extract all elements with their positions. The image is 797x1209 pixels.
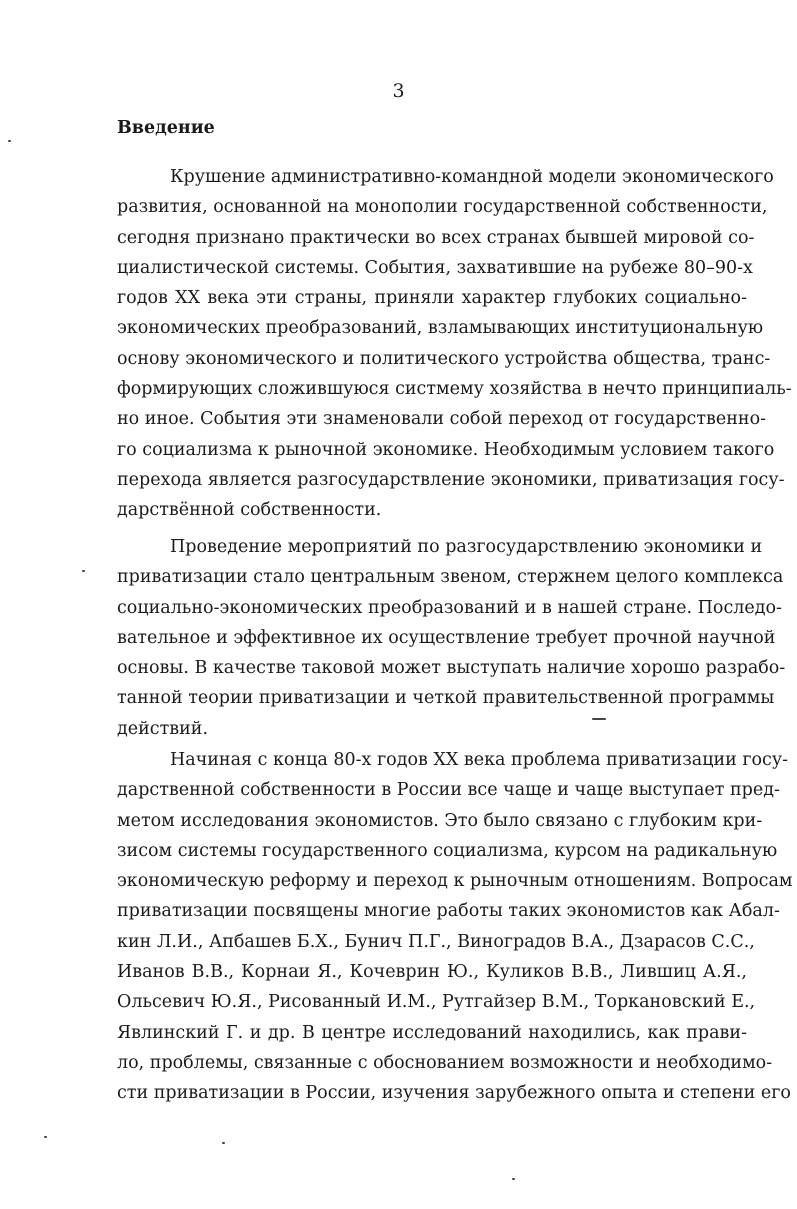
text-line: ло, проблемы, связанные с обоснованием возможности и необходимо- [117, 1052, 773, 1073]
scan-speck [44, 1136, 47, 1138]
text-line: экономическую реформу и переход к рыночным отношениям. Вопросам [117, 871, 793, 892]
text-line: кин Л.И., Апбашев Б.Х., Бунич П.Г., Виноградов В.А., Дзарасов С.С., [117, 931, 755, 952]
text-line: формирующих сложившуюся систмему хозяйства в нечто принципиаль- [117, 379, 792, 400]
page-number: 3 [392, 80, 405, 102]
text-line: дарствённой собственности. [117, 500, 382, 521]
text-line: метом исследования экономистов. Это было связано с глубоким кри- [117, 810, 763, 831]
scan-speck [222, 1142, 225, 1144]
text-line: Иванов В.В., Корнаи Я., Кочеврин Ю., Куликов В.В., Лившиц А.Я., [117, 962, 747, 983]
text-line: социально-экономических преобразований и в нашей стране. Последо- [117, 597, 782, 618]
paragraph-1 [117, 162, 792, 526]
text-line: Проведение мероприятий по разгосударствлению экономики и [170, 537, 763, 557]
text-line: экономических преобразований, взламывающих институциональную [117, 318, 764, 339]
text-line: вательное и эффективное их осуществление требует прочной научной [117, 627, 776, 648]
text-line: основы. В качестве таковой может выступать наличие хорошо разрабо- [117, 658, 786, 679]
text-line: Начиная с конца 80-х годов XX века проблема приватизации госу- [170, 750, 789, 770]
section-heading: Введение [117, 118, 215, 138]
text-line: сегодня признано практически во всех странах бывшей мировой со- [117, 227, 755, 248]
text-line: Явлинский Г. и др. В центре исследований находились, как прави- [117, 1022, 747, 1043]
text-line: танной теории приватизации и четкой правительственной программы [117, 688, 775, 709]
text-line: дарственной собственности в России все чаще и чаще выступает пред- [117, 780, 780, 801]
text-line: сти приватизации в России, изучения зарубежного опыта и степени его [117, 1083, 791, 1104]
scan-speck [592, 718, 606, 720]
text-line: развития, основанной на монополии государственной собственности, [117, 197, 768, 218]
text-line: действий. [117, 718, 209, 739]
text-line: основу экономического и политического устройства общества, транс- [117, 348, 771, 369]
scan-speck [512, 1178, 515, 1180]
paragraph-2 [117, 532, 786, 744]
text-line: годов XX века эти страны, приняли характер глубоких социально- [117, 288, 747, 309]
text-line: приватизации посвящены многие работы таких экономистов как Абал- [117, 901, 780, 922]
paragraph-3 [117, 745, 793, 1109]
text-line: го социализма к рыночной экономике. Необходимым условием такого [117, 439, 775, 460]
text-line: циалистической системы. События, захватившие на рубеже 80–90-х [117, 257, 753, 278]
text-line: но иное. События эти знаменовали собой переход от государственно- [117, 409, 767, 430]
text-line: приватизации стало центральным звеном, стержнем целого комплекса [117, 567, 784, 588]
scan-speck [8, 140, 11, 142]
text-line: Ольсевич Ю.Я., Рисованный И.М., Рутгайзер В.М., Торкановский Е., [117, 992, 756, 1013]
text-line: зисом системы государственного социализма, курсом на радикальную [117, 840, 778, 861]
scan-speck [82, 570, 85, 572]
text-line: перехода является разгосударствление экономики, приватизация госу- [117, 469, 785, 490]
text-line: Крушение административно-командной модели экономического [170, 167, 774, 187]
